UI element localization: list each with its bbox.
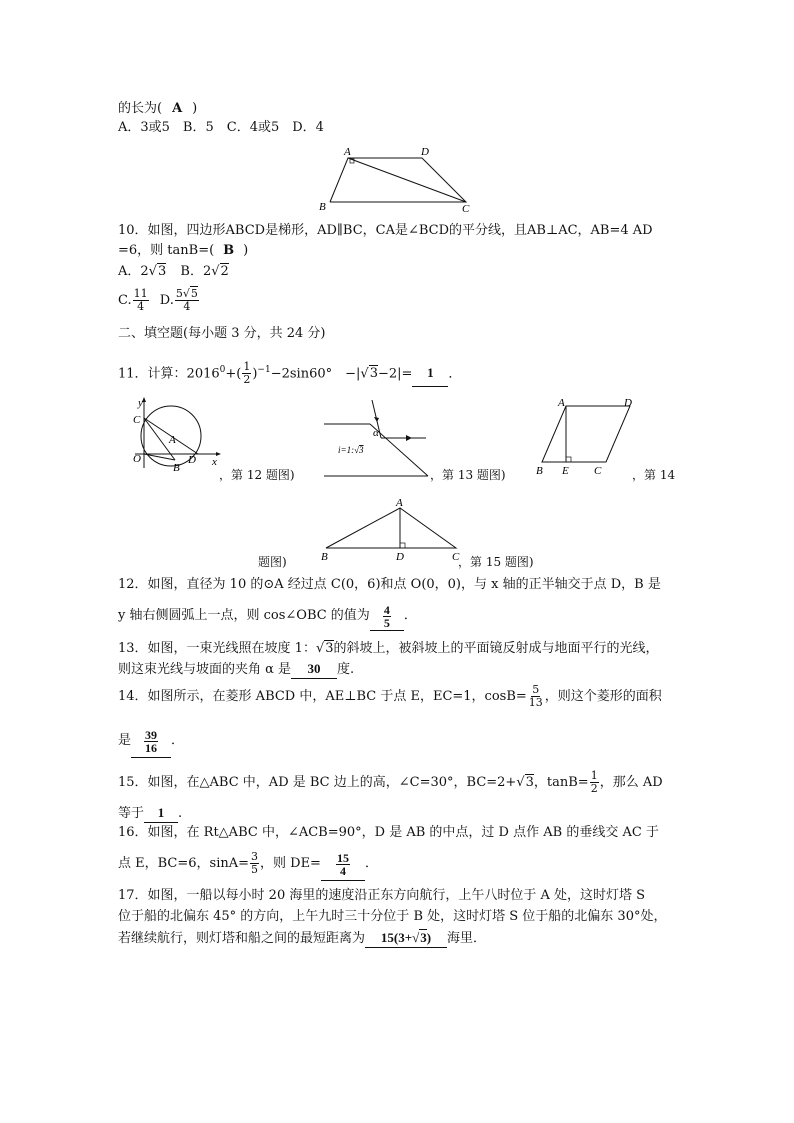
label-c: C — [452, 551, 460, 562]
q13-post: 的斜坡上，被斜坡上的平面镜反射成与地面平行的光线， — [333, 641, 659, 656]
q14-answer-den: 16 — [145, 740, 158, 755]
q10-opt-b: B．2 — [180, 264, 212, 279]
q12-line2-text: y 轴右侧圆弧上一点，则 cos∠OBC 的值为 — [118, 608, 370, 623]
q12-answer-den: 5 — [383, 615, 390, 630]
q12-line2 — [118, 600, 417, 631]
q11-mid: ) — [252, 366, 258, 382]
q13-line2-post: 度. — [337, 662, 355, 677]
q10-options-ab: A．2√3 B．2√2 — [118, 264, 229, 279]
q11-half-den: 2 — [243, 373, 251, 387]
right-angle-mark — [566, 457, 571, 462]
q15-line2 — [118, 804, 182, 823]
q17-line3 — [118, 929, 486, 948]
q14-cos-den: 13 — [528, 696, 543, 709]
caption-q14-cont: 题图) — [258, 555, 287, 569]
q10-opt-a-rad: 3 — [157, 264, 167, 279]
caption-q12: ，第 12 题图) — [219, 468, 295, 482]
q11-half — [242, 361, 251, 386]
figure-q14-rhombus — [530, 396, 642, 478]
label-d: D — [396, 551, 404, 562]
q11-exp0: 0 — [219, 365, 226, 375]
reflected-arrow — [406, 435, 412, 441]
q13-line2-pre: 则这束光线与坡面的夹角 α 是 — [118, 662, 292, 677]
q12-line1: 12．如图，直径为 10 的⊙A 经过点 C(0，6)和点 O(0，0)，与 x 轴的正半轴交于点 D，B 是 — [118, 577, 661, 592]
q10-options-cd — [118, 288, 200, 314]
figure-q13-slope — [318, 396, 434, 480]
q10-opt-d-den: 4 — [183, 300, 191, 313]
label-b: B — [319, 201, 326, 213]
label-a: A — [344, 146, 351, 158]
q10-opt-d-coef: 5 — [175, 287, 183, 300]
q16-sin-num: 3 — [251, 850, 259, 863]
triangle-abc — [326, 508, 456, 548]
q17-post: 海里． — [447, 931, 487, 946]
q9-stem — [118, 100, 197, 118]
q11-pre: 11．计算：2016 — [118, 366, 220, 382]
q11-answer: 1 — [412, 360, 448, 387]
q11-end: ． — [448, 366, 462, 382]
q17-answer-post: ) — [426, 930, 432, 945]
label-alpha: α — [373, 427, 379, 439]
q11-half-num: 1 — [243, 360, 251, 374]
q10-opt-d-rad: 5 — [190, 287, 198, 300]
q10-line1: 10．如图，四边形ABCD是梯形，AD∥BC，CA是∠BCD的平分线，且AB⊥AC，AB=4 AD — [118, 223, 653, 238]
label-b: B — [173, 462, 180, 474]
figure-q15-triangle — [314, 496, 466, 562]
slope-label: i=1:√3 — [338, 445, 364, 455]
q11: 11．计算：$2016^0+$( $\frac{1}{2}$ )$^{-1}$−2sin60° −|√3−2|= 1 ． — [118, 360, 462, 387]
q11-rest2: −2|= — [377, 366, 413, 382]
label-d: D — [624, 397, 632, 409]
label-o: O — [133, 453, 141, 465]
q13-answer: 30 — [291, 660, 337, 679]
q10-opt-d-frac: $\frac{5√5}{4}$ — [175, 287, 198, 313]
q10-opt-c-num: 11 — [133, 287, 148, 300]
label-d: D — [188, 454, 196, 466]
label-y: y — [138, 397, 143, 409]
q16-answer — [321, 846, 365, 881]
q15-rad: 3 — [525, 775, 534, 790]
q15-tan-num: 1 — [590, 769, 598, 782]
q14-post: ，则这个菱形的面积 — [544, 689, 662, 704]
caption-q13: ，第 13 题图) — [430, 468, 506, 482]
q17-answer: 15(3+√3) — [365, 929, 447, 948]
q12-answer — [370, 600, 404, 631]
q17-pre: 若继续航行，则灯塔和船之间的最短距离为 — [118, 931, 366, 946]
trapezoid-outline — [330, 158, 466, 202]
q17-line2: 位于船的北偏东 45° 的方向，上午九时三十分位于 B 处，这时灯塔 S 位于船的北偏东 30°处， — [118, 909, 667, 924]
q13-line2 — [118, 660, 354, 679]
q14-answer-num: 39 — [145, 727, 158, 742]
q14-line2 — [118, 723, 184, 758]
q16-end: ． — [364, 856, 378, 871]
q17-answer-pre: 15(3+ — [380, 930, 413, 945]
q14-end: ． — [171, 733, 185, 748]
right-angle-mark — [400, 543, 405, 548]
q16-line2 — [118, 846, 378, 881]
q11-plus: +( — [225, 366, 242, 382]
figure-q12-circle — [130, 394, 225, 474]
label-a: A — [169, 434, 176, 446]
q12-end: ． — [403, 608, 417, 623]
q10-opt-d: D. — [159, 293, 174, 308]
q9-answer: A — [172, 101, 183, 116]
q15-line1: 15．如图，在△ABC 中，AD 是 BC 边上的高，∠C=30°，BC=2+√3，tanB= $\frac{1}{2}$ ，那么 AD — [118, 769, 663, 795]
incident-arrow — [374, 417, 379, 422]
q9-options: A．3或5 B．5 C．4或5 D．4 — [118, 120, 324, 135]
label-a: A — [558, 397, 565, 409]
q16-mid: ，则 DE= — [260, 856, 321, 871]
q16-pre: 点 E，BC=6，sinA= — [118, 856, 250, 871]
q10-opt-b-rad: 2 — [220, 264, 229, 279]
q17-answer-rad: 3 — [420, 930, 427, 945]
label-b: B — [536, 465, 543, 477]
label-a: A — [396, 497, 403, 509]
label-e: E — [562, 465, 569, 477]
caption-q14: ，第 14 — [632, 468, 676, 482]
label-c: C — [462, 203, 470, 214]
q9-stem-text: 的长为( — [118, 101, 163, 116]
slope-label-rad: 3 — [359, 445, 364, 455]
figure-q9-trapezoid — [310, 144, 480, 214]
q14-pre: 14．如图所示，在菱形 ABCD 中，AE⊥BC 于点 E，EC=1，cosB= — [118, 689, 527, 704]
q17-line1: 17．如图，一船以每小时 20 海里的速度沿正东方向航行，上午八时位于 A 处，这时灯塔 S — [118, 888, 646, 903]
q13-pre: 13．如图，一束光线照在坡度 1： — [118, 641, 316, 656]
q14-line2-pre: 是 — [118, 733, 132, 748]
q14-cos-num: 5 — [532, 683, 540, 696]
slope-label-pre: i=1: — [338, 445, 355, 455]
q16-line1: 16．如图，在 Rt△ABC 中，∠ACB=90°，D 是 AB 的中点，过 D 点作 AB 的垂线交 AC 于 — [118, 825, 659, 840]
q15-tan-frac — [590, 770, 599, 795]
label-b: B — [321, 551, 328, 562]
q12-answer-num: 4 — [383, 602, 390, 617]
q15-post: ，那么 AD — [599, 775, 663, 790]
q14-line1 — [118, 682, 662, 712]
q11-rest: −2sin60° −| — [270, 366, 361, 382]
caption-q15: ，第 15 题图) — [458, 555, 534, 569]
q15-mid: ，tanB= — [533, 775, 589, 790]
chord-ob — [144, 454, 175, 460]
rhombus-outline — [542, 406, 630, 462]
q11-exp-neg: −1 — [257, 365, 271, 375]
label-d: D — [421, 146, 429, 158]
q16-sin-frac — [250, 851, 259, 876]
q10-close: ) — [243, 243, 249, 258]
label-c: C — [133, 414, 141, 426]
q10-line2 — [118, 242, 248, 260]
q16-answer-num: 15 — [336, 850, 349, 865]
q15-tan-den: 2 — [590, 782, 598, 795]
q15-answer: 1 — [144, 804, 178, 823]
q14-cos-frac — [528, 684, 544, 709]
q10-opt-a: A．2 — [118, 264, 149, 279]
q11-rad: 3 — [369, 366, 378, 382]
label-x: x — [212, 456, 217, 468]
q10-answer: B — [223, 243, 235, 258]
q10-opt-c-den: 4 — [137, 300, 145, 313]
q16-sin-den: 5 — [251, 863, 259, 876]
q15-line2-pre: 等于 — [118, 806, 145, 821]
q13-line1: 13．如图，一束光线照在坡度 1：√3的斜坡上，被斜坡上的平面镜反射成与地面平行的光线， — [118, 641, 659, 656]
q15-end: . — [178, 806, 183, 821]
q9-close: ) — [192, 101, 198, 116]
q15-pre: 15．如图，在△ABC 中，AD 是 BC 边上的高，∠C=30°，BC=2+ — [118, 775, 517, 790]
q16-answer-den: 4 — [339, 863, 346, 878]
section-fill-in-title: 二、填空题(每小题 3 分，共 24 分) — [118, 326, 326, 341]
q10-opt-c: C. — [118, 293, 132, 308]
diagonal-ac — [348, 158, 466, 202]
q10-stem-text: =6，则 tanB=( — [118, 243, 215, 258]
q10-opt-c-frac — [133, 288, 149, 313]
q13-rad: 3 — [325, 641, 334, 656]
q14-answer — [131, 723, 171, 758]
label-c: C — [594, 465, 602, 477]
